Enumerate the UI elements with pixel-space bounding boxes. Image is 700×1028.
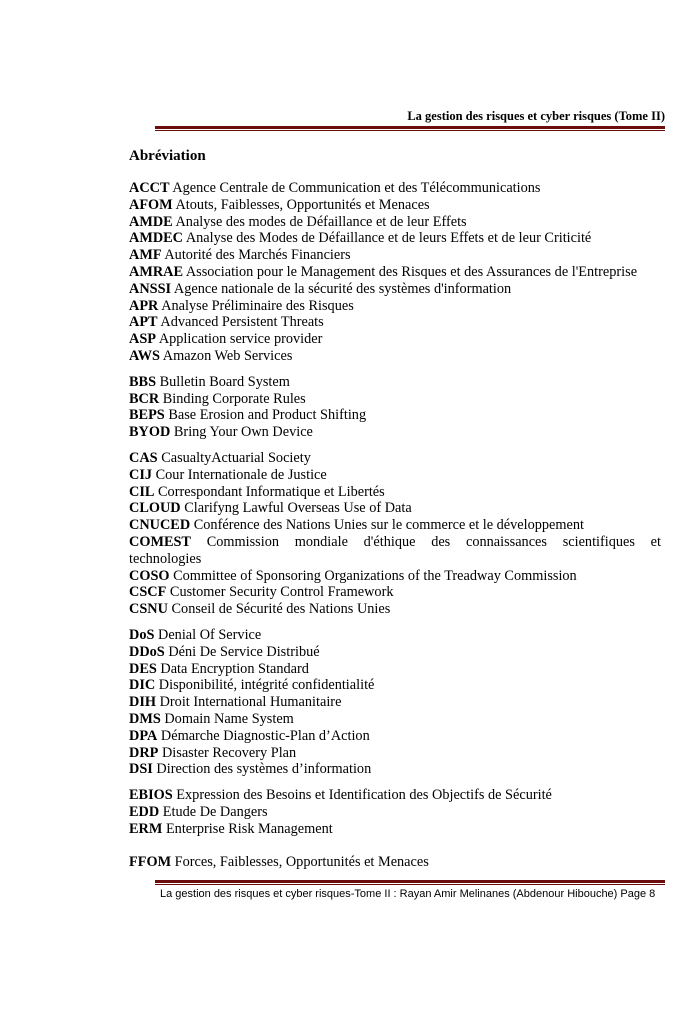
abbreviation-definition: Commission mondiale d'éthique des connaissances scientifiques et: [206, 533, 661, 550]
abbreviation-entry: [129, 761, 661, 778]
abbreviation-list: [129, 180, 661, 880]
abbreviation-term: DPA: [129, 727, 158, 744]
abbreviation-definition: Disaster Recovery Plan: [161, 744, 297, 761]
abbreviation-definition: Association pour le Management des Risques et des Assurances de l'Entreprise: [185, 263, 638, 280]
abbreviation-definition: Direction des systèmes d’information: [156, 761, 372, 778]
abbreviation-term: DoS: [129, 626, 155, 643]
abbreviation-entry: [129, 677, 661, 694]
abbreviation-term: AFOM: [129, 196, 173, 213]
abbreviation-definition: Forces, Faiblesses, Opportunités et Menaces: [174, 854, 429, 871]
abbreviation-term: COSO: [129, 567, 170, 584]
abbreviation-definition: Enterprise Risk Management: [165, 820, 333, 837]
abbreviation-entry: [129, 644, 661, 661]
abbreviation-entry: [129, 804, 661, 821]
abbreviation-entry: [129, 247, 661, 264]
abbreviation-term: COMEST: [129, 533, 191, 550]
abbreviation-definition: Expression des Besoins et Identification des Objectifs de Sécurité: [176, 787, 552, 804]
abbreviation-definition: Denial Of Service: [158, 626, 262, 643]
abbreviation-entry: [129, 281, 661, 298]
abbreviation-term: FFOM: [129, 854, 172, 871]
abbreviation-definition: Advanced Persistent Threats: [160, 314, 324, 331]
abbreviation-definition: Démarche Diagnostic-Plan d’Action: [160, 727, 370, 744]
abbreviation-definition: Committee of Sponsoring Organizations of the Treadway Commission: [173, 567, 577, 584]
abbreviation-term: ASP: [129, 331, 157, 348]
abbreviation-definition: Bring Your Own Device: [173, 424, 313, 441]
abbreviation-term: AWS: [129, 347, 160, 364]
abbreviation-term: CSNU: [129, 601, 168, 618]
abbreviation-term: BYOD: [129, 424, 171, 441]
abbreviation-entry: [129, 348, 661, 365]
abbreviation-term: BCR: [129, 390, 160, 407]
abbreviation-term: APT: [129, 314, 158, 331]
abbreviation-entry: [129, 821, 661, 838]
abbreviation-definition: Analyse des modes de Défaillance et de leur Effets: [175, 213, 467, 230]
abbreviation-definition: Correspondant Informatique et Libertés: [158, 483, 385, 500]
abbreviation-definition: Déni De Service Distribué: [168, 643, 320, 660]
abbreviation-definition: Binding Corporate Rules: [162, 390, 306, 407]
header-rule: [155, 126, 665, 131]
abbreviation-definition: Data Encryption Standard: [160, 660, 309, 677]
abbreviation-definition: Analyse Préliminaire des Risques: [161, 297, 354, 314]
running-footer: La gestion des risques et cyber risques-Tome II : Rayan Amir Melinanes (Abdenour Hibouche) Page 8: [160, 888, 656, 900]
abbreviation-term: CSCF: [129, 584, 167, 601]
abbreviation-term: DDoS: [129, 643, 165, 660]
abbreviation-term: DES: [129, 660, 157, 677]
abbreviation-definition: Droit International Humanitaire: [159, 694, 342, 711]
abbreviation-entry: [129, 467, 661, 484]
running-header-title: La gestion des risques et cyber risques (Tome II): [407, 109, 665, 123]
abbreviation-entry: [129, 517, 661, 534]
abbreviation-term: BBS: [129, 373, 157, 390]
abbreviation-group: [129, 787, 661, 837]
abbreviation-entry: [129, 711, 661, 728]
section-title: Abréviation: [129, 148, 206, 164]
abbreviation-definition: Etude De Dangers: [162, 803, 268, 820]
abbreviation-term: AMDEC: [129, 230, 184, 247]
abbreviation-entry: [129, 787, 661, 804]
abbreviation-entry: [129, 694, 661, 711]
abbreviation-entry: [129, 264, 661, 281]
abbreviation-definition: Agence nationale de la sécurité des systèmes d'information: [173, 280, 512, 297]
abbreviation-entry: [129, 331, 661, 348]
abbreviation-entry: [129, 314, 661, 331]
abbreviation-entry: [129, 391, 661, 408]
abbreviation-entry: [129, 728, 661, 745]
abbreviation-definition: Analyse des Modes de Défaillance et de leurs Effets et de leur Criticité: [185, 230, 592, 247]
abbreviation-term: DSI: [129, 761, 153, 778]
abbreviation-entry: [129, 745, 661, 762]
abbreviation-group: [129, 450, 661, 618]
abbreviation-entry: [129, 627, 661, 644]
abbreviation-term: EDD: [129, 803, 160, 820]
abbreviation-entry: [129, 407, 661, 424]
abbreviation-entry: [129, 214, 661, 231]
abbreviation-definition: Autorité des Marchés Financiers: [164, 247, 351, 264]
abbreviation-term: CNUCED: [129, 517, 191, 534]
abbreviation-entry: [129, 230, 661, 247]
abbreviation-term: BEPS: [129, 407, 165, 424]
abbreviation-group: [129, 180, 661, 365]
abbreviation-entry: [129, 601, 661, 618]
footer-rule: [155, 880, 665, 885]
abbreviation-term: DRP: [129, 744, 159, 761]
abbreviation-entry: [129, 450, 661, 467]
abbreviation-term: DMS: [129, 710, 161, 727]
abbreviation-entry: [129, 568, 661, 585]
abbreviation-entry: [129, 180, 661, 197]
abbreviation-definition: Customer Security Control Framework: [169, 584, 394, 601]
abbreviation-entry: [129, 500, 661, 517]
abbreviation-group: [129, 854, 661, 871]
abbreviation-group: [129, 374, 661, 441]
abbreviation-term: DIH: [129, 694, 157, 711]
abbreviation-definition: Base Erosion and Product Shifting: [168, 407, 367, 424]
abbreviation-entry: [129, 661, 661, 678]
abbreviation-definition: Conseil de Sécurité des Nations Unies: [171, 601, 391, 618]
abbreviation-entry: [129, 298, 661, 315]
abbreviation-definition: Application service provider: [158, 331, 323, 348]
abbreviation-term: ACCT: [129, 180, 170, 196]
abbreviation-definition: Cour Internationale de Justice: [155, 466, 327, 483]
abbreviation-term: CIJ: [129, 466, 153, 483]
abbreviation-term: DIC: [129, 677, 156, 694]
abbreviation-definition: Conférence des Nations Unies sur le commerce et le développement: [193, 517, 584, 534]
abbreviation-term: AMF: [129, 247, 162, 264]
abbreviation-definition: Disponibilité, intégrité confidentialité: [158, 677, 375, 694]
abbreviation-definition: Agence Centrale de Communication et des Télécommunications: [172, 180, 541, 196]
abbreviation-term: CAS: [129, 449, 158, 466]
abbreviation-term: CIL: [129, 483, 155, 500]
abbreviation-definition: Bulletin Board System: [159, 373, 290, 390]
abbreviation-term: AMRAE: [129, 263, 184, 280]
abbreviation-entry: [129, 534, 661, 551]
abbreviation-definition: Clarifyng Lawful Overseas Use of Data: [184, 500, 412, 517]
abbreviation-term: ERM: [129, 820, 163, 837]
abbreviation-entry: [129, 584, 661, 601]
abbreviation-term: APR: [129, 297, 159, 314]
abbreviation-entry: [129, 374, 661, 391]
abbreviation-entry: [129, 197, 661, 214]
abbreviation-definition: CasualtyActuarial Society: [161, 449, 311, 466]
abbreviation-definition: Atouts, Faiblesses, Opportunités et Menaces: [175, 196, 430, 213]
abbreviation-entry: [129, 854, 661, 871]
abbreviation-term: CLOUD: [129, 500, 181, 517]
abbreviation-entry: [129, 484, 661, 501]
abbreviation-definition-continuation: technologies: [129, 550, 202, 567]
abbreviation-term: ANSSI: [129, 280, 172, 297]
abbreviation-term: EBIOS: [129, 787, 173, 804]
abbreviation-group: [129, 627, 661, 778]
abbreviation-term: AMDE: [129, 213, 173, 230]
abbreviation-definition: Domain Name System: [164, 710, 294, 727]
abbreviation-entry: [129, 424, 661, 441]
abbreviation-definition: Amazon Web Services: [162, 347, 293, 364]
